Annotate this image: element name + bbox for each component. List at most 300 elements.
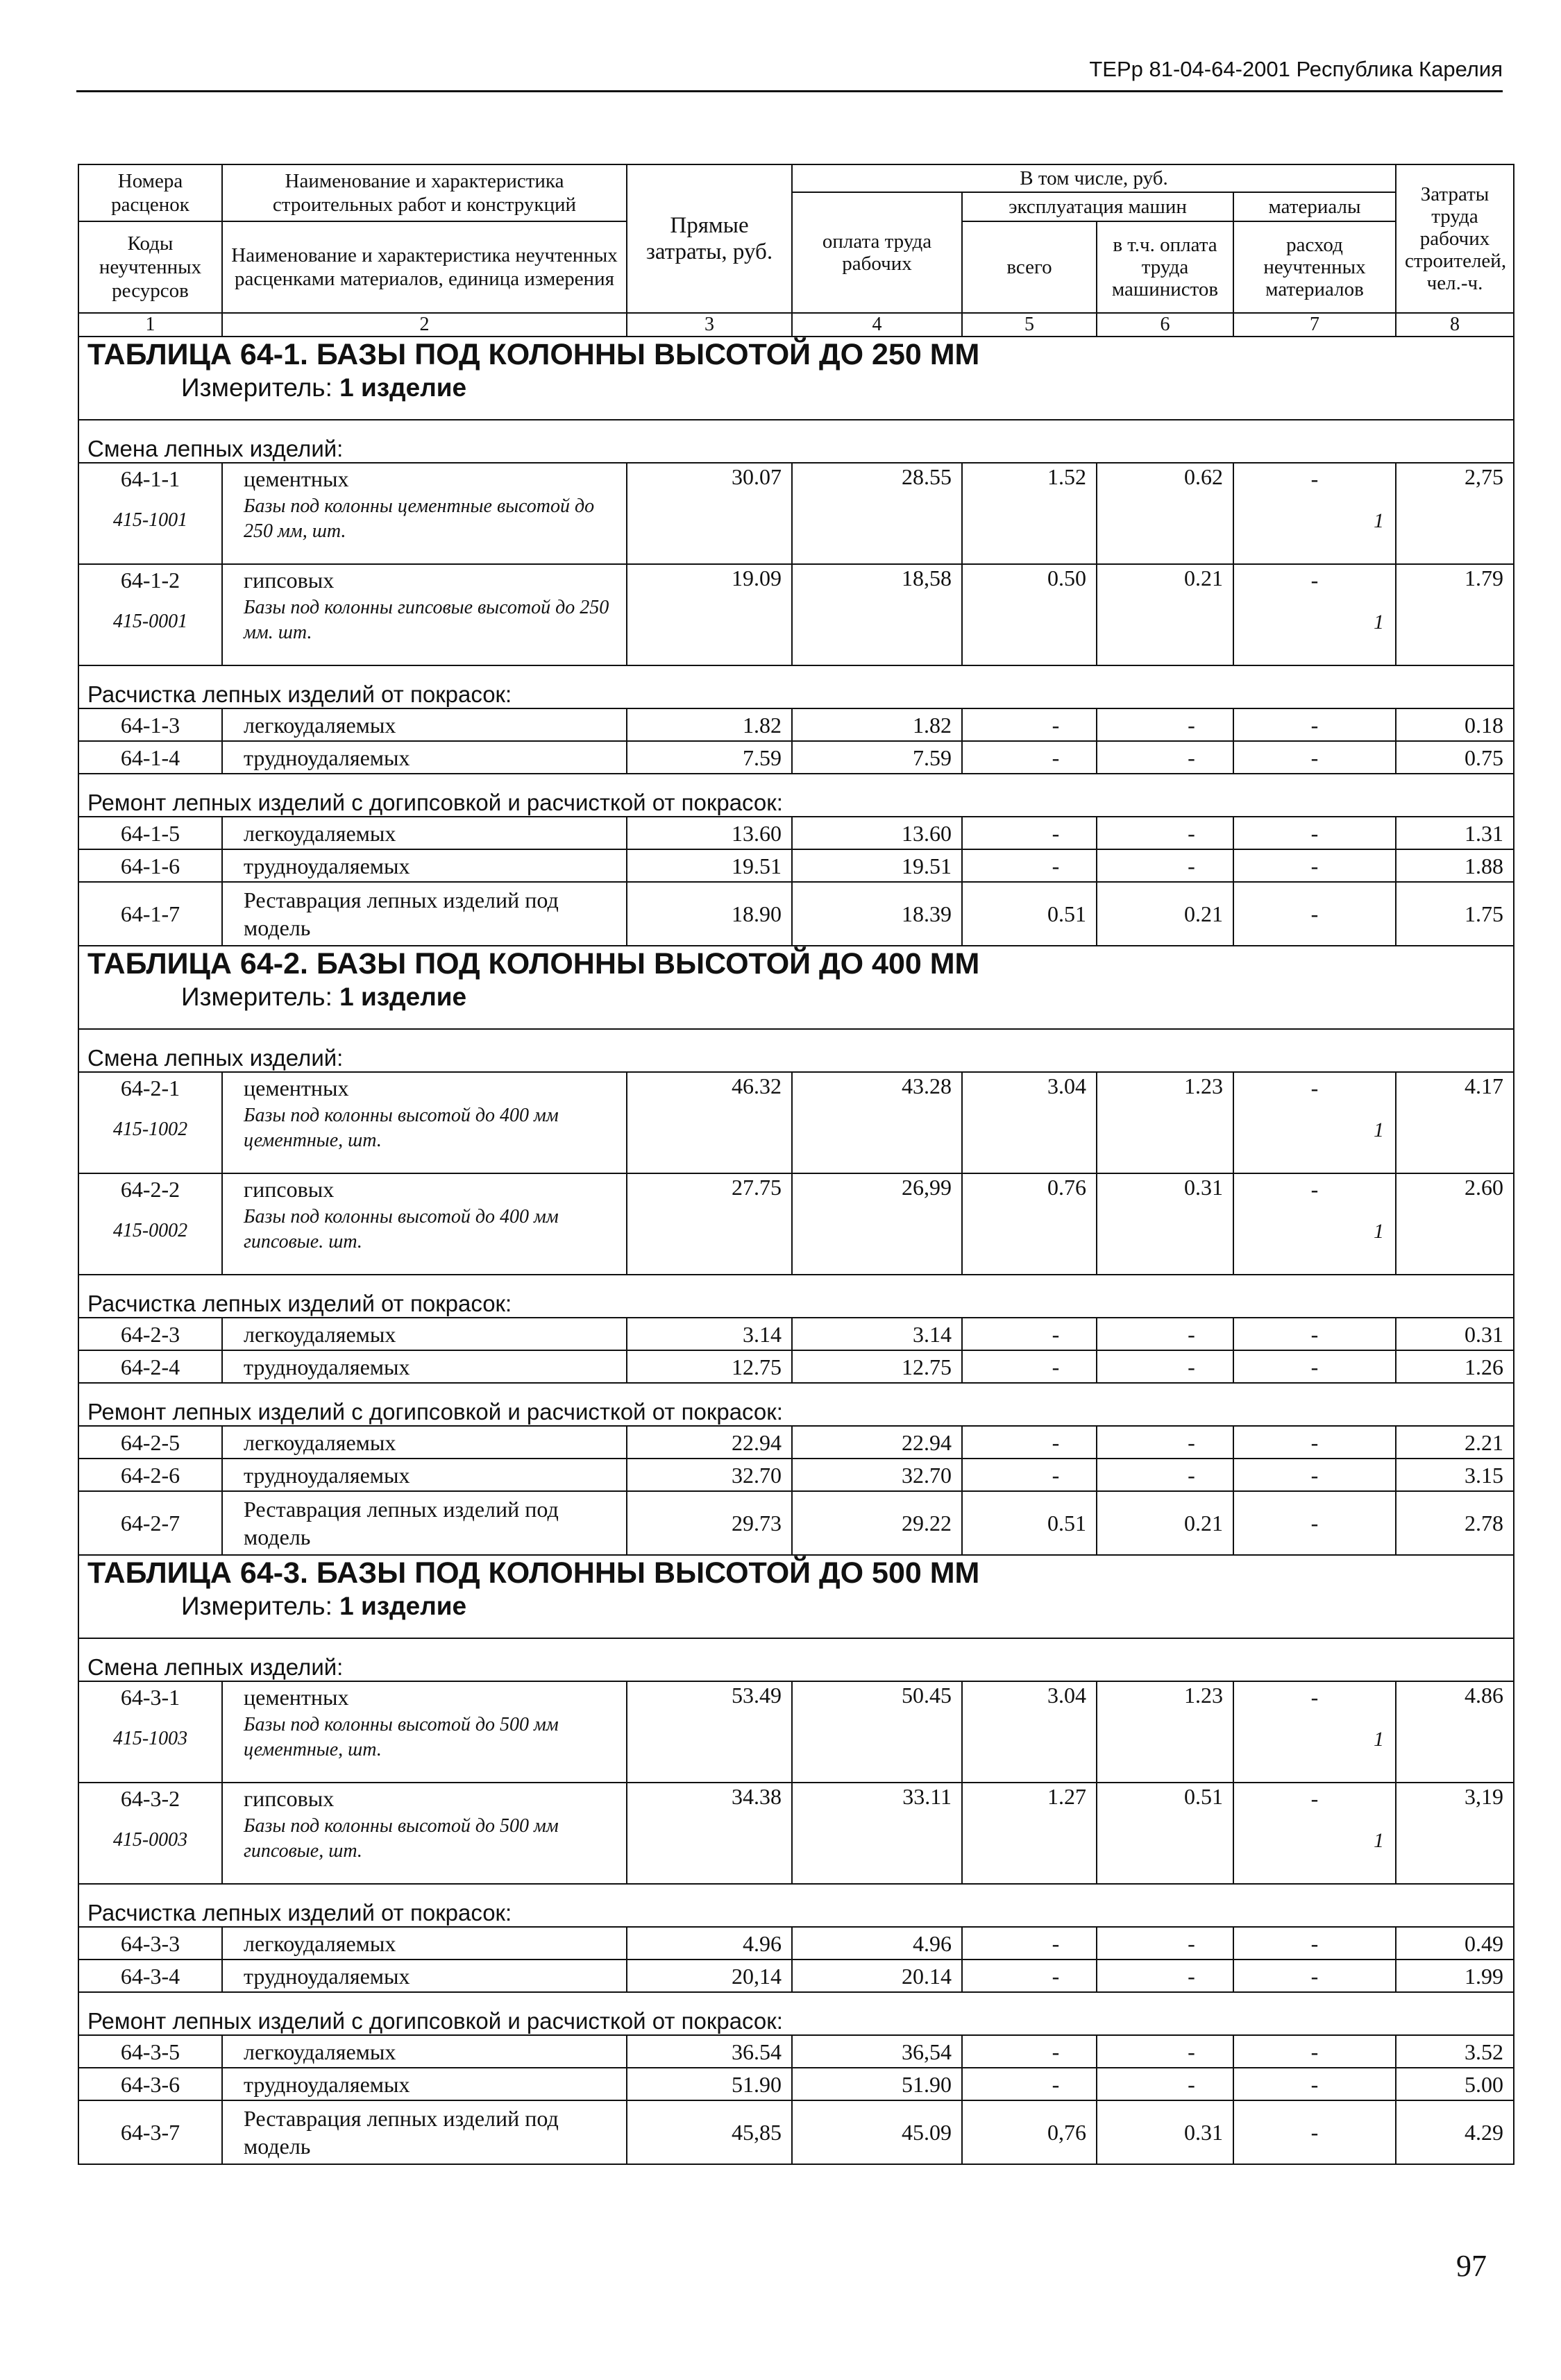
materials-cost: -	[1233, 882, 1396, 946]
table-title-row	[78, 1555, 1514, 1638]
resource-row	[78, 1814, 1514, 1884]
labor-hours: 3,19	[1396, 1783, 1514, 1814]
empty-cell	[627, 1712, 792, 1783]
empty-cell	[792, 1712, 962, 1783]
empty-cell	[792, 1103, 962, 1173]
machines-cost: -	[962, 708, 1097, 741]
group-title: Смена лепных изделий:	[78, 1029, 1514, 1072]
empty-cell	[792, 1205, 962, 1275]
machinists-cost: -	[1097, 1927, 1233, 1960]
rate-code: 64-3-6	[78, 2068, 222, 2100]
rate-code: 64-2-1	[78, 1072, 222, 1103]
labor-hours: 1.99	[1396, 1960, 1514, 1992]
group-title: Расчистка лепных изделий от покрасок:	[78, 1275, 1514, 1318]
empty-cell	[1097, 1205, 1233, 1275]
materials-cost: -	[1233, 1072, 1396, 1103]
machinists-cost: -	[1097, 708, 1233, 741]
direct-cost: 7.59	[627, 741, 792, 774]
direct-cost: 29.73	[627, 1491, 792, 1555]
direct-cost: 36.54	[627, 2035, 792, 2068]
resource-code: 415-0001	[78, 595, 222, 665]
labor-hours: 2.78	[1396, 1491, 1514, 1555]
machines-cost: -	[962, 1927, 1097, 1960]
resource-row	[78, 494, 1514, 564]
labor-cost: 33.11	[792, 1783, 962, 1814]
empty-cell	[792, 494, 962, 564]
machinists-cost: 1.23	[1097, 1072, 1233, 1103]
group-title: Смена лепных изделий:	[78, 1638, 1514, 1681]
work-name: трудноудаляемых	[222, 741, 627, 774]
work-name: трудноудаляемых	[222, 1350, 627, 1383]
labor-hours: 0.75	[1396, 741, 1514, 774]
labor-hours: 4.86	[1396, 1681, 1514, 1712]
labor-cost: 18,58	[792, 564, 962, 595]
resource-row	[78, 595, 1514, 665]
col-number: 8	[1396, 313, 1514, 337]
empty-cell	[1097, 1814, 1233, 1884]
work-name: цементных	[222, 1681, 627, 1712]
machines-cost: -	[962, 2068, 1097, 2100]
labor-cost: 3.14	[792, 1318, 962, 1350]
direct-cost: 34.38	[627, 1783, 792, 1814]
table-row	[78, 708, 1514, 741]
work-name: трудноудаляемых	[222, 2068, 627, 2100]
col-number: 4	[792, 313, 962, 337]
rate-code: 64-1-5	[78, 817, 222, 849]
machines-cost: 0,76	[962, 2100, 1097, 2164]
rate-code: 64-1-6	[78, 849, 222, 882]
resource-quantity: 1	[1233, 1814, 1396, 1884]
resource-code: 415-1003	[78, 1712, 222, 1783]
table-meter	[87, 372, 1505, 404]
table-row	[78, 1783, 1514, 1814]
work-name: легкоудаляемых	[222, 708, 627, 741]
materials-cost: -	[1233, 741, 1396, 774]
table-row	[78, 817, 1514, 849]
rate-code: 64-2-3	[78, 1318, 222, 1350]
col-header-names-bottom: Наименование и характеристика неучтенных расценками материалов, единица измерения	[222, 221, 627, 313]
rate-code: 64-1-3	[78, 708, 222, 741]
empty-cell	[962, 595, 1097, 665]
work-name: Реставрация лепных изделий под модель	[222, 882, 627, 946]
labor-cost: 26,99	[792, 1173, 962, 1205]
machines-cost: -	[962, 1459, 1097, 1491]
rate-code: 64-3-4	[78, 1960, 222, 1992]
direct-cost: 3.14	[627, 1318, 792, 1350]
table-row	[78, 1426, 1514, 1459]
machinists-cost: 0.21	[1097, 564, 1233, 595]
machines-cost: 0.50	[962, 564, 1097, 595]
machines-cost: -	[962, 1350, 1097, 1383]
machinists-cost: -	[1097, 2068, 1233, 2100]
table-row	[78, 849, 1514, 882]
materials-cost: -	[1233, 2035, 1396, 2068]
meter-label: Измеритель:	[181, 1592, 332, 1620]
labor-cost: 50.45	[792, 1681, 962, 1712]
labor-cost: 51.90	[792, 2068, 962, 2100]
labor-cost: 28.55	[792, 463, 962, 494]
work-name: легкоудаляемых	[222, 1426, 627, 1459]
rate-code: 64-3-7	[78, 2100, 222, 2164]
group-title-row	[78, 1638, 1514, 1681]
labor-hours: 2.21	[1396, 1426, 1514, 1459]
direct-cost: 45,85	[627, 2100, 792, 2164]
labor-cost: 1.82	[792, 708, 962, 741]
labor-hours: 0.49	[1396, 1927, 1514, 1960]
labor-hours: 1.79	[1396, 564, 1514, 595]
page-number: 97	[1456, 2249, 1487, 2283]
machinists-cost: -	[1097, 741, 1233, 774]
col-number: 1	[78, 313, 222, 337]
materials-cost: -	[1233, 1783, 1396, 1814]
direct-cost: 13.60	[627, 817, 792, 849]
rate-code: 64-2-6	[78, 1459, 222, 1491]
labor-cost: 29.22	[792, 1491, 962, 1555]
col-header-names-top: Наименование и характеристика строительных работ и конструкций	[222, 164, 627, 221]
machines-cost: 0.51	[962, 1491, 1097, 1555]
empty-cell	[1396, 1712, 1514, 1783]
table-row	[78, 2068, 1514, 2100]
labor-cost: 4.96	[792, 1927, 962, 1960]
labor-hours: 1.26	[1396, 1350, 1514, 1383]
table-title: ТАБЛИЦА 64-2. БАЗЫ ПОД КОЛОННЫ ВЫСОТОЙ ДО 400 ММ	[87, 947, 980, 980]
materials-cost: -	[1233, 1173, 1396, 1205]
group-title-row	[78, 1275, 1514, 1318]
materials-cost: -	[1233, 1426, 1396, 1459]
group-title-row	[78, 1029, 1514, 1072]
machinists-cost: -	[1097, 1960, 1233, 1992]
machines-cost: 0.76	[962, 1173, 1097, 1205]
rate-code: 64-2-7	[78, 1491, 222, 1555]
labor-hours: 3.15	[1396, 1459, 1514, 1491]
machines-cost: -	[962, 1426, 1097, 1459]
col-header-in-total: В том числе, руб.	[792, 164, 1396, 192]
column-number-row	[78, 313, 1514, 337]
machines-cost: -	[962, 817, 1097, 849]
col-header-machinists: в т.ч. оплата труда машинистов	[1097, 221, 1233, 313]
machinists-cost: 0.31	[1097, 2100, 1233, 2164]
machinists-cost: 0.51	[1097, 1783, 1233, 1814]
materials-cost: -	[1233, 2068, 1396, 2100]
col-header-labor: оплата труда рабочих	[792, 192, 962, 313]
machinists-cost: -	[1097, 849, 1233, 882]
machinists-cost: 0.21	[1097, 882, 1233, 946]
labor-hours: 1.31	[1396, 817, 1514, 849]
materials-cost: -	[1233, 1681, 1396, 1712]
labor-hours: 5.00	[1396, 2068, 1514, 2100]
direct-cost: 12.75	[627, 1350, 792, 1383]
machines-cost: 1.27	[962, 1783, 1097, 1814]
resource-code: 415-1002	[78, 1103, 222, 1173]
materials-cost: -	[1233, 1927, 1396, 1960]
col-number: 3	[627, 313, 792, 337]
empty-cell	[1396, 1205, 1514, 1275]
table-meter	[87, 1590, 1505, 1622]
direct-cost: 1.82	[627, 708, 792, 741]
resource-quantity: 1	[1233, 1103, 1396, 1173]
labor-hours: 3.52	[1396, 2035, 1514, 2068]
table-row	[78, 2035, 1514, 2068]
empty-cell	[1097, 1103, 1233, 1173]
labor-cost: 32.70	[792, 1459, 962, 1491]
machines-cost: -	[962, 2035, 1097, 2068]
col-header-exploitation: эксплуатация машин	[962, 192, 1233, 221]
empty-cell	[792, 595, 962, 665]
direct-cost: 27.75	[627, 1173, 792, 1205]
work-name: легкоудаляемых	[222, 2035, 627, 2068]
resource-quantity: 1	[1233, 1205, 1396, 1275]
group-title-row	[78, 665, 1514, 708]
group-title-row	[78, 1383, 1514, 1426]
rate-code: 64-1-1	[78, 463, 222, 494]
work-name: трудноудаляемых	[222, 849, 627, 882]
materials-cost: -	[1233, 1350, 1396, 1383]
meter-label: Измеритель:	[181, 983, 332, 1011]
table-row	[78, 463, 1514, 494]
work-name: легкоудаляемых	[222, 817, 627, 849]
col-header-codes-top: Номера расценок	[78, 164, 222, 221]
empty-cell	[627, 595, 792, 665]
work-name: гипсовых	[222, 1173, 627, 1205]
materials-cost: -	[1233, 1491, 1396, 1555]
resource-name: Базы под колонны высотой до 500 мм гипсовые, шт.	[222, 1814, 627, 1884]
machines-cost: -	[962, 849, 1097, 882]
materials-cost: -	[1233, 1318, 1396, 1350]
materials-cost: -	[1233, 1459, 1396, 1491]
labor-cost: 18.39	[792, 882, 962, 946]
labor-cost: 20.14	[792, 1960, 962, 1992]
labor-cost: 36,54	[792, 2035, 962, 2068]
header-rule	[76, 90, 1503, 92]
machinists-cost: 1.23	[1097, 1681, 1233, 1712]
empty-cell	[962, 1205, 1097, 1275]
resource-name: Базы под колонны цементные высотой до 250 мм, шт.	[222, 494, 627, 564]
machines-cost: -	[962, 1318, 1097, 1350]
empty-cell	[1396, 595, 1514, 665]
direct-cost: 20,14	[627, 1960, 792, 1992]
machines-cost: 1.52	[962, 463, 1097, 494]
labor-hours: 0.18	[1396, 708, 1514, 741]
empty-cell	[1396, 494, 1514, 564]
materials-cost: -	[1233, 849, 1396, 882]
table-row	[78, 1681, 1514, 1712]
empty-cell	[962, 1103, 1097, 1173]
materials-cost: -	[1233, 564, 1396, 595]
resource-row	[78, 1712, 1514, 1783]
empty-cell	[962, 494, 1097, 564]
group-title: Смена лепных изделий:	[78, 420, 1514, 463]
rate-code: 64-3-2	[78, 1783, 222, 1814]
table-title-block	[78, 1555, 1514, 1638]
meter-value: 1 изделие	[339, 1592, 467, 1620]
rates-table	[78, 164, 1514, 2165]
col-number: 2	[222, 313, 627, 337]
rate-code: 64-3-5	[78, 2035, 222, 2068]
table-row	[78, 882, 1514, 946]
meter-label: Измеритель:	[181, 373, 332, 402]
work-name: легкоудаляемых	[222, 1927, 627, 1960]
table-title-block	[78, 946, 1514, 1029]
rate-code: 64-2-4	[78, 1350, 222, 1383]
labor-hours: 1.75	[1396, 882, 1514, 946]
machines-cost: 0.51	[962, 882, 1097, 946]
direct-cost: 46.32	[627, 1072, 792, 1103]
empty-cell	[1097, 595, 1233, 665]
materials-cost: -	[1233, 2100, 1396, 2164]
labor-hours: 0.31	[1396, 1318, 1514, 1350]
work-name: Реставрация лепных изделий под модель	[222, 1491, 627, 1555]
empty-cell	[1097, 1712, 1233, 1783]
document-header: ТЕРр 81-04-64-2001 Республика Карелия	[1089, 57, 1503, 81]
resource-row	[78, 1205, 1514, 1275]
table-row	[78, 1318, 1514, 1350]
table-row	[78, 741, 1514, 774]
machinists-cost: -	[1097, 1459, 1233, 1491]
work-name: Реставрация лепных изделий под модель	[222, 2100, 627, 2164]
empty-cell	[627, 1205, 792, 1275]
labor-cost: 45.09	[792, 2100, 962, 2164]
direct-cost: 22.94	[627, 1426, 792, 1459]
work-name: трудноудаляемых	[222, 1960, 627, 1992]
col-header-hours: Затраты труда рабочих строителей, чел.-ч.	[1396, 164, 1514, 313]
resource-code: 415-0003	[78, 1814, 222, 1884]
col-header-materials: материалы	[1233, 192, 1396, 221]
table-title-row	[78, 337, 1514, 420]
col-header-direct: Прямые затраты, руб.	[627, 164, 792, 313]
resource-quantity: 1	[1233, 595, 1396, 665]
rate-code: 64-2-5	[78, 1426, 222, 1459]
work-name: гипсовых	[222, 564, 627, 595]
group-title: Ремонт лепных изделий с догипсовкой и расчисткой от покрасок:	[78, 774, 1514, 817]
direct-cost: 30.07	[627, 463, 792, 494]
machinists-cost: 0.62	[1097, 463, 1233, 494]
rate-code: 64-3-3	[78, 1927, 222, 1960]
direct-cost: 53.49	[627, 1681, 792, 1712]
rate-code: 64-1-7	[78, 882, 222, 946]
rate-code: 64-2-2	[78, 1173, 222, 1205]
empty-cell	[962, 1814, 1097, 1884]
group-title-row	[78, 1992, 1514, 2035]
table-row	[78, 2100, 1514, 2164]
direct-cost: 32.70	[627, 1459, 792, 1491]
table-title: ТАБЛИЦА 64-1. БАЗЫ ПОД КОЛОННЫ ВЫСОТОЙ ДО 250 ММ	[87, 338, 980, 371]
machinists-cost: 0.31	[1097, 1173, 1233, 1205]
empty-cell	[627, 1814, 792, 1884]
labor-cost: 13.60	[792, 817, 962, 849]
direct-cost: 19.09	[627, 564, 792, 595]
machinists-cost: -	[1097, 1426, 1233, 1459]
materials-cost: -	[1233, 708, 1396, 741]
col-number: 7	[1233, 313, 1396, 337]
meter-value: 1 изделие	[339, 373, 467, 402]
labor-hours: 2,75	[1396, 463, 1514, 494]
table-row	[78, 1960, 1514, 1992]
resource-row	[78, 1103, 1514, 1173]
labor-cost: 43.28	[792, 1072, 962, 1103]
work-name: цементных	[222, 463, 627, 494]
group-title: Расчистка лепных изделий от покрасок:	[78, 665, 1514, 708]
work-name: трудноудаляемых	[222, 1459, 627, 1491]
labor-cost: 7.59	[792, 741, 962, 774]
group-title-row	[78, 420, 1514, 463]
group-title-row	[78, 1884, 1514, 1927]
rate-code: 64-1-4	[78, 741, 222, 774]
work-name: гипсовых	[222, 1783, 627, 1814]
machines-cost: 3.04	[962, 1072, 1097, 1103]
resource-name: Базы под колонны высотой до 500 мм цементные, шт.	[222, 1712, 627, 1783]
direct-cost: 51.90	[627, 2068, 792, 2100]
labor-hours: 1.88	[1396, 849, 1514, 882]
group-title: Ремонт лепных изделий с догипсовкой и расчисткой от покрасок:	[78, 1383, 1514, 1426]
resource-quantity: 1	[1233, 494, 1396, 564]
machinists-cost: -	[1097, 2035, 1233, 2068]
empty-cell	[1097, 494, 1233, 564]
labor-cost: 12.75	[792, 1350, 962, 1383]
labor-hours: 2.60	[1396, 1173, 1514, 1205]
machinists-cost: -	[1097, 1318, 1233, 1350]
resource-quantity: 1	[1233, 1712, 1396, 1783]
group-title-row	[78, 774, 1514, 817]
meter-value: 1 изделие	[339, 983, 467, 1011]
empty-cell	[962, 1712, 1097, 1783]
table-row	[78, 1459, 1514, 1491]
col-header-machines-total: всего	[962, 221, 1097, 313]
direct-cost: 4.96	[627, 1927, 792, 1960]
col-number: 6	[1097, 313, 1233, 337]
table-title-block	[78, 337, 1514, 420]
labor-hours: 4.17	[1396, 1072, 1514, 1103]
empty-cell	[792, 1814, 962, 1884]
group-title: Расчистка лепных изделий от покрасок:	[78, 1884, 1514, 1927]
direct-cost: 18.90	[627, 882, 792, 946]
resource-name: Базы под колонны высотой до 400 мм гипсовые. шт.	[222, 1205, 627, 1275]
rate-code: 64-3-1	[78, 1681, 222, 1712]
labor-cost: 19.51	[792, 849, 962, 882]
empty-cell	[1396, 1814, 1514, 1884]
machines-cost: -	[962, 741, 1097, 774]
machines-cost: 3.04	[962, 1681, 1097, 1712]
table-row	[78, 1072, 1514, 1103]
table-head	[78, 164, 1514, 337]
machines-cost: -	[962, 1960, 1097, 1992]
table-title-row	[78, 946, 1514, 1029]
table-meter	[87, 981, 1505, 1013]
table-title: ТАБЛИЦА 64-3. БАЗЫ ПОД КОЛОННЫ ВЫСОТОЙ ДО 500 ММ	[87, 1556, 980, 1590]
col-number: 5	[962, 313, 1097, 337]
col-header-unaccounted-materials: расход неучтенных материалов	[1233, 221, 1396, 313]
work-name: легкоудаляемых	[222, 1318, 627, 1350]
machinists-cost: 0.21	[1097, 1491, 1233, 1555]
table-body	[78, 337, 1514, 2164]
table-row	[78, 564, 1514, 595]
materials-cost: -	[1233, 463, 1396, 494]
machinists-cost: -	[1097, 817, 1233, 849]
resource-code: 415-0002	[78, 1205, 222, 1275]
resource-code: 415-1001	[78, 494, 222, 564]
col-header-codes-bottom: Коды неучтенных ресурсов	[78, 221, 222, 313]
resource-name: Базы под колонны гипсовые высотой до 250 мм. шт.	[222, 595, 627, 665]
table-row	[78, 1350, 1514, 1383]
table-row	[78, 1173, 1514, 1205]
empty-cell	[1396, 1103, 1514, 1173]
materials-cost: -	[1233, 817, 1396, 849]
labor-cost: 22.94	[792, 1426, 962, 1459]
direct-cost: 19.51	[627, 849, 792, 882]
machinists-cost: -	[1097, 1350, 1233, 1383]
group-title: Ремонт лепных изделий с догипсовкой и расчисткой от покрасок:	[78, 1992, 1514, 2035]
table-row	[78, 1927, 1514, 1960]
empty-cell	[627, 494, 792, 564]
